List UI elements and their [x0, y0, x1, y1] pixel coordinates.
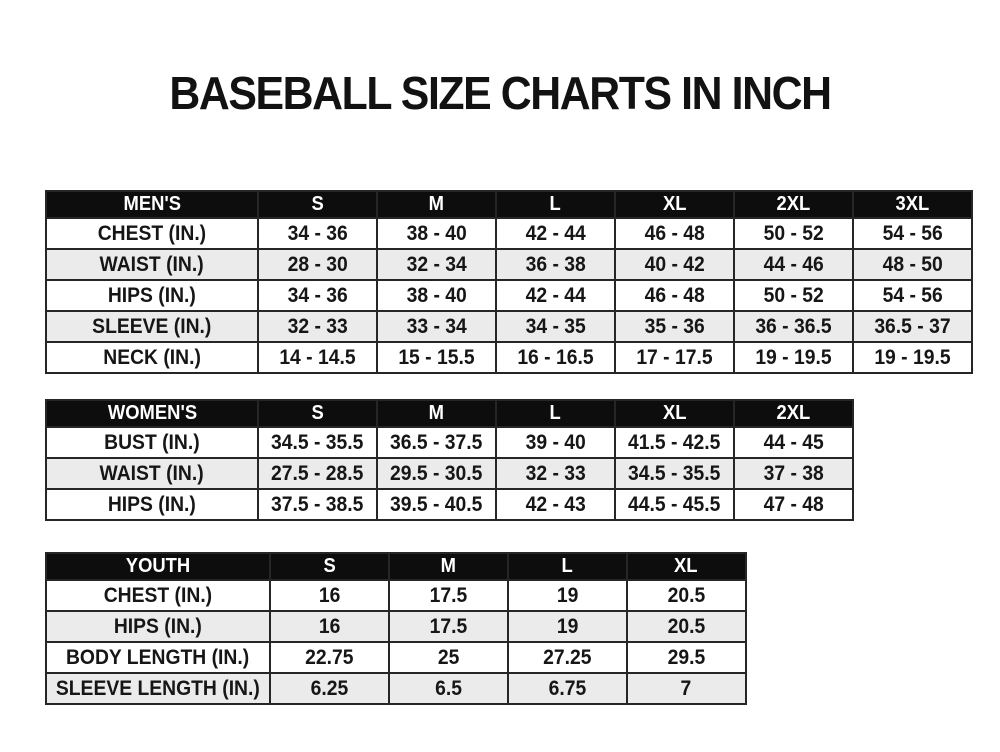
value-cell	[389, 673, 508, 704]
value-cell	[258, 458, 377, 489]
row-label-cell	[46, 311, 258, 342]
cell-text: MEN'S	[123, 193, 181, 215]
cell-text: 48 - 50	[882, 252, 943, 276]
cell-text: 2XL	[776, 402, 811, 424]
size-column-header	[496, 400, 615, 427]
size-column-header	[270, 553, 389, 580]
cell-text: 38 - 40	[406, 283, 467, 307]
cell-text: 27.5 - 28.5	[271, 461, 364, 485]
value-cell	[496, 458, 615, 489]
cell-text: M	[428, 402, 445, 424]
cell-text: CHEST (IN.)	[97, 221, 207, 245]
cell-text: 29.5	[667, 645, 705, 669]
value-cell	[389, 642, 508, 673]
value-cell	[377, 249, 496, 280]
cell-text: 6.5	[434, 676, 462, 700]
cell-text: 20.5	[667, 583, 705, 607]
cell-text: 44.5 - 45.5	[628, 492, 721, 516]
value-cell	[734, 280, 853, 311]
value-cell	[734, 489, 853, 520]
value-cell	[615, 311, 734, 342]
cell-text: 16	[318, 583, 340, 607]
cell-text: 17.5	[429, 614, 467, 638]
cell-text: 19	[556, 614, 578, 638]
size-column-header	[734, 400, 853, 427]
cell-text: 35 - 36	[644, 314, 705, 338]
cell-text: 27.25	[543, 645, 592, 669]
size-column-header	[258, 400, 377, 427]
cell-text: M	[440, 555, 456, 577]
cell-text: WAIST (IN.)	[99, 252, 205, 276]
cell-text: HIPS (IN.)	[107, 283, 197, 307]
cell-text: 34.5 - 35.5	[271, 430, 364, 454]
cell-text: 15 - 15.5	[398, 345, 475, 369]
value-cell	[734, 218, 853, 249]
size-column-header	[389, 553, 508, 580]
value-cell	[496, 427, 615, 458]
youth-size-table	[45, 552, 747, 705]
value-cell	[377, 342, 496, 373]
value-cell	[389, 580, 508, 611]
cell-text: 34 - 36	[287, 221, 348, 245]
size-column-header	[627, 553, 746, 580]
cell-text: S	[311, 193, 324, 215]
value-cell	[508, 580, 627, 611]
value-cell	[853, 280, 972, 311]
value-cell	[270, 673, 389, 704]
size-column-header	[377, 400, 496, 427]
table-row	[46, 611, 746, 642]
cell-text: 42 - 44	[525, 283, 586, 307]
cell-text: 16	[318, 614, 340, 638]
cell-text: XL	[674, 555, 698, 577]
cell-text: 50 - 52	[763, 283, 824, 307]
cell-text: HIPS (IN.)	[113, 614, 202, 638]
size-column-header	[853, 191, 972, 218]
cell-text: 54 - 56	[882, 283, 943, 307]
value-cell	[377, 280, 496, 311]
value-cell	[258, 249, 377, 280]
row-label-cell	[46, 489, 258, 520]
cell-text: 6.75	[548, 676, 586, 700]
cell-text: L	[549, 193, 562, 215]
value-cell	[258, 489, 377, 520]
cell-text: SLEEVE (IN.)	[92, 314, 212, 338]
cell-text: 19 - 19.5	[755, 345, 832, 369]
cell-text: 32 - 34	[406, 252, 467, 276]
cell-text: 40 - 42	[644, 252, 705, 276]
value-cell	[853, 218, 972, 249]
cell-text: 37.5 - 38.5	[271, 492, 364, 516]
value-cell	[496, 489, 615, 520]
cell-text: BODY LENGTH (IN.)	[66, 645, 250, 669]
cell-text: 46 - 48	[644, 221, 705, 245]
value-cell	[615, 458, 734, 489]
row-label-cell	[46, 673, 270, 704]
value-cell	[496, 249, 615, 280]
value-cell	[496, 342, 615, 373]
row-label-cell	[46, 280, 258, 311]
value-cell	[377, 489, 496, 520]
value-cell	[270, 580, 389, 611]
table-row	[46, 427, 853, 458]
row-label-cell	[46, 580, 270, 611]
value-cell	[734, 427, 853, 458]
cell-text: 6.25	[310, 676, 348, 700]
table-row	[46, 458, 853, 489]
cell-text: SLEEVE LENGTH (IN.)	[55, 676, 260, 700]
value-cell	[258, 280, 377, 311]
cell-text: YOUTH	[125, 555, 191, 577]
row-label-cell	[46, 458, 258, 489]
table-row	[46, 342, 972, 373]
cell-text: 17 - 17.5	[636, 345, 713, 369]
value-cell	[615, 342, 734, 373]
value-cell	[496, 311, 615, 342]
value-cell	[389, 611, 508, 642]
cell-text: 17.5	[429, 583, 467, 607]
value-cell	[853, 342, 972, 373]
value-cell	[377, 427, 496, 458]
value-cell	[496, 280, 615, 311]
cell-text: 34 - 35	[525, 314, 586, 338]
cell-text: 46 - 48	[644, 283, 705, 307]
table-row	[46, 311, 972, 342]
row-label-cell	[46, 611, 270, 642]
cell-text: 36.5 - 37	[874, 314, 951, 338]
cell-text: 32 - 33	[525, 461, 586, 485]
size-column-header	[508, 553, 627, 580]
row-label-cell	[46, 342, 258, 373]
group-header-cell	[46, 553, 270, 580]
cell-text: 50 - 52	[763, 221, 824, 245]
value-cell	[627, 580, 746, 611]
cell-text: NECK (IN.)	[103, 345, 201, 369]
cell-text: 29.5 - 30.5	[390, 461, 483, 485]
cell-text: WAIST (IN.)	[99, 461, 205, 485]
table-header-row	[46, 553, 746, 580]
value-cell	[615, 280, 734, 311]
table-row	[46, 218, 972, 249]
value-cell	[615, 218, 734, 249]
cell-text: 44 - 45	[763, 430, 824, 454]
value-cell	[508, 642, 627, 673]
size-column-header	[615, 191, 734, 218]
cell-text: 32 - 33	[287, 314, 348, 338]
value-cell	[734, 311, 853, 342]
cell-text: 34 - 36	[287, 283, 348, 307]
cell-text: M	[428, 193, 445, 215]
value-cell	[258, 427, 377, 458]
cell-text: 42 - 44	[525, 221, 586, 245]
size-column-header	[496, 191, 615, 218]
cell-text: 19	[556, 583, 578, 607]
cell-text: 36 - 38	[525, 252, 586, 276]
cell-text: 37 - 38	[763, 461, 824, 485]
cell-text: S	[311, 402, 324, 424]
cell-text: XL	[662, 402, 687, 424]
size-column-header	[615, 400, 734, 427]
cell-text: 34.5 - 35.5	[628, 461, 721, 485]
cell-text: 14 - 14.5	[279, 345, 356, 369]
table-row	[46, 642, 746, 673]
size-column-header	[377, 191, 496, 218]
value-cell	[627, 673, 746, 704]
value-cell	[734, 342, 853, 373]
table-row	[46, 489, 853, 520]
cell-text: 41.5 - 42.5	[628, 430, 721, 454]
row-label-cell	[46, 642, 270, 673]
value-cell	[734, 458, 853, 489]
cell-text: WOMEN'S	[107, 402, 197, 424]
table-row	[46, 280, 972, 311]
cell-text: 28 - 30	[287, 252, 348, 276]
cell-text: 36.5 - 37.5	[390, 430, 483, 454]
cell-text: XL	[662, 193, 687, 215]
table-row	[46, 249, 972, 280]
value-cell	[258, 218, 377, 249]
value-cell	[496, 218, 615, 249]
cell-text: 20.5	[667, 614, 705, 638]
cell-text: 42 - 43	[525, 492, 586, 516]
value-cell	[615, 427, 734, 458]
cell-text: 2XL	[776, 193, 811, 215]
group-header-cell	[46, 400, 258, 427]
cell-text: 36 - 36.5	[755, 314, 832, 338]
page-title: BASEBALL SIZE CHARTS IN INCH	[169, 67, 831, 119]
cell-text: HIPS (IN.)	[107, 492, 197, 516]
cell-text: L	[561, 555, 573, 577]
table-row	[46, 580, 746, 611]
cell-text: 44 - 46	[763, 252, 824, 276]
value-cell	[377, 311, 496, 342]
cell-text: 38 - 40	[406, 221, 467, 245]
cell-text: CHEST (IN.)	[103, 583, 213, 607]
value-cell	[508, 611, 627, 642]
row-label-cell	[46, 218, 258, 249]
cell-text: 54 - 56	[882, 221, 943, 245]
group-header-cell	[46, 191, 258, 218]
value-cell	[853, 249, 972, 280]
value-cell	[734, 249, 853, 280]
cell-text: 33 - 34	[406, 314, 467, 338]
cell-text: 47 - 48	[763, 492, 824, 516]
value-cell	[615, 249, 734, 280]
value-cell	[258, 342, 377, 373]
value-cell	[258, 311, 377, 342]
row-label-cell	[46, 249, 258, 280]
cell-text: 39.5 - 40.5	[390, 492, 483, 516]
value-cell	[853, 311, 972, 342]
size-column-header	[258, 191, 377, 218]
value-cell	[270, 642, 389, 673]
value-cell	[627, 611, 746, 642]
value-cell	[615, 489, 734, 520]
cell-text: L	[549, 402, 562, 424]
cell-text: 3XL	[895, 193, 930, 215]
size-column-header	[734, 191, 853, 218]
mens-size-table	[45, 190, 973, 374]
value-cell	[270, 611, 389, 642]
cell-text: S	[323, 555, 336, 577]
row-label-cell	[46, 427, 258, 458]
value-cell	[377, 218, 496, 249]
value-cell	[627, 642, 746, 673]
value-cell	[377, 458, 496, 489]
value-cell	[508, 673, 627, 704]
table-header-row	[46, 191, 972, 218]
womens-size-table	[45, 399, 854, 521]
cell-text: 7	[680, 676, 692, 700]
cell-text: 39 - 40	[525, 430, 586, 454]
cell-text: 25	[437, 645, 459, 669]
cell-text: 16 - 16.5	[517, 345, 594, 369]
cell-text: BUST (IN.)	[104, 430, 200, 454]
cell-text: 19 - 19.5	[874, 345, 951, 369]
table-header-row	[46, 400, 853, 427]
cell-text: 22.75	[305, 645, 354, 669]
table-row	[46, 673, 746, 704]
